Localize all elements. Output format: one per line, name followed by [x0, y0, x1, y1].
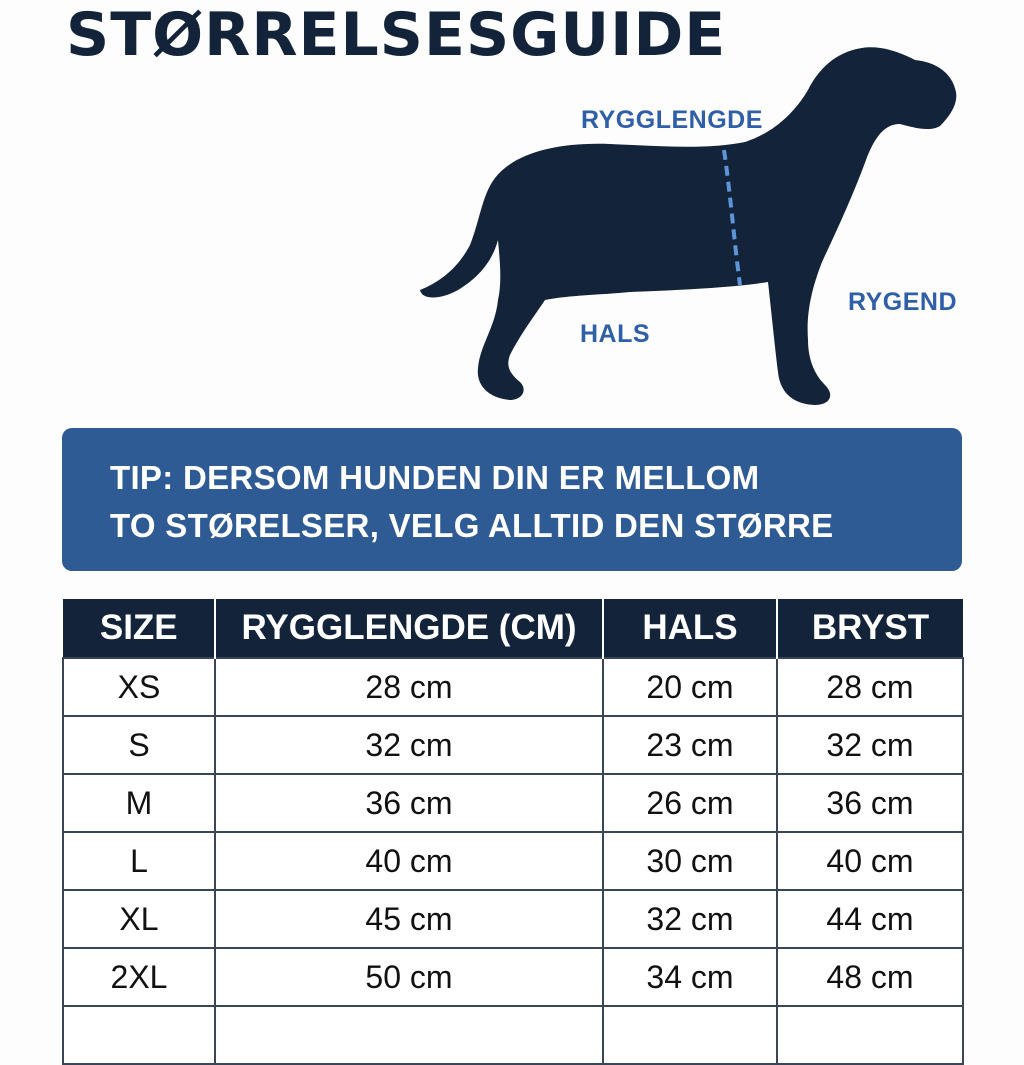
neck-label: HALS — [580, 320, 651, 348]
cell-back-length: 32 cm — [215, 716, 603, 774]
cell-size: L — [63, 832, 215, 890]
column-header-size: SIZE — [63, 599, 215, 658]
cell-chest: 36 cm — [777, 774, 963, 832]
cell-size: 2XL — [63, 948, 215, 1006]
table-row — [63, 658, 963, 716]
tip-line-1: TIP: DERSOM HUNDEN DIN ER MELLOM — [110, 459, 760, 496]
table-row — [63, 948, 963, 1006]
size-table — [62, 599, 964, 1065]
dog-illustration — [400, 40, 1000, 420]
column-header-back-length: RYGGLENGDE (CM) — [215, 599, 603, 658]
cell-chest: 32 cm — [777, 716, 963, 774]
tip-line-2: TO STØRELSER, VELG ALLTID DEN STØRRE — [110, 507, 834, 544]
page-title: STØRRELSESGUIDE — [66, 0, 727, 70]
cell-chest: 48 cm — [777, 948, 963, 1006]
cell-neck: 34 cm — [603, 948, 777, 1006]
table-row — [63, 832, 963, 890]
table-row — [63, 716, 963, 774]
cell-back-length: 28 cm — [215, 658, 603, 716]
cell-chest: 44 cm — [777, 890, 963, 948]
cell-size: XS — [63, 658, 215, 716]
cell-neck: 26 cm — [603, 774, 777, 832]
cell-chest: 40 cm — [777, 832, 963, 890]
cell-size: M — [63, 774, 215, 832]
cell-chest: 28 cm — [777, 658, 963, 716]
cell-size — [63, 1006, 215, 1064]
table-header-row — [63, 599, 963, 658]
column-header-chest: BRYST — [777, 599, 963, 658]
table-row — [63, 890, 963, 948]
dog-silhouette-icon — [400, 40, 1000, 420]
cell-back-length: 40 cm — [215, 832, 603, 890]
table-row — [63, 1006, 963, 1064]
tip-banner — [62, 428, 962, 571]
cell-neck: 32 cm — [603, 890, 777, 948]
table-row — [63, 774, 963, 832]
cell-neck: 30 cm — [603, 832, 777, 890]
cell-back-length: 50 cm — [215, 948, 603, 1006]
cell-neck — [603, 1006, 777, 1064]
back-length-label: RYGGLENGDE — [581, 106, 763, 134]
cell-size: XL — [63, 890, 215, 948]
cell-neck: 23 cm — [603, 716, 777, 774]
cell-neck: 20 cm — [603, 658, 777, 716]
cell-back-length — [215, 1006, 603, 1064]
cell-back-length: 45 cm — [215, 890, 603, 948]
cell-chest — [777, 1006, 963, 1064]
back-end-label: RYGEND — [848, 288, 958, 316]
cell-size: S — [63, 716, 215, 774]
column-header-neck: HALS — [603, 599, 777, 658]
cell-back-length: 36 cm — [215, 774, 603, 832]
